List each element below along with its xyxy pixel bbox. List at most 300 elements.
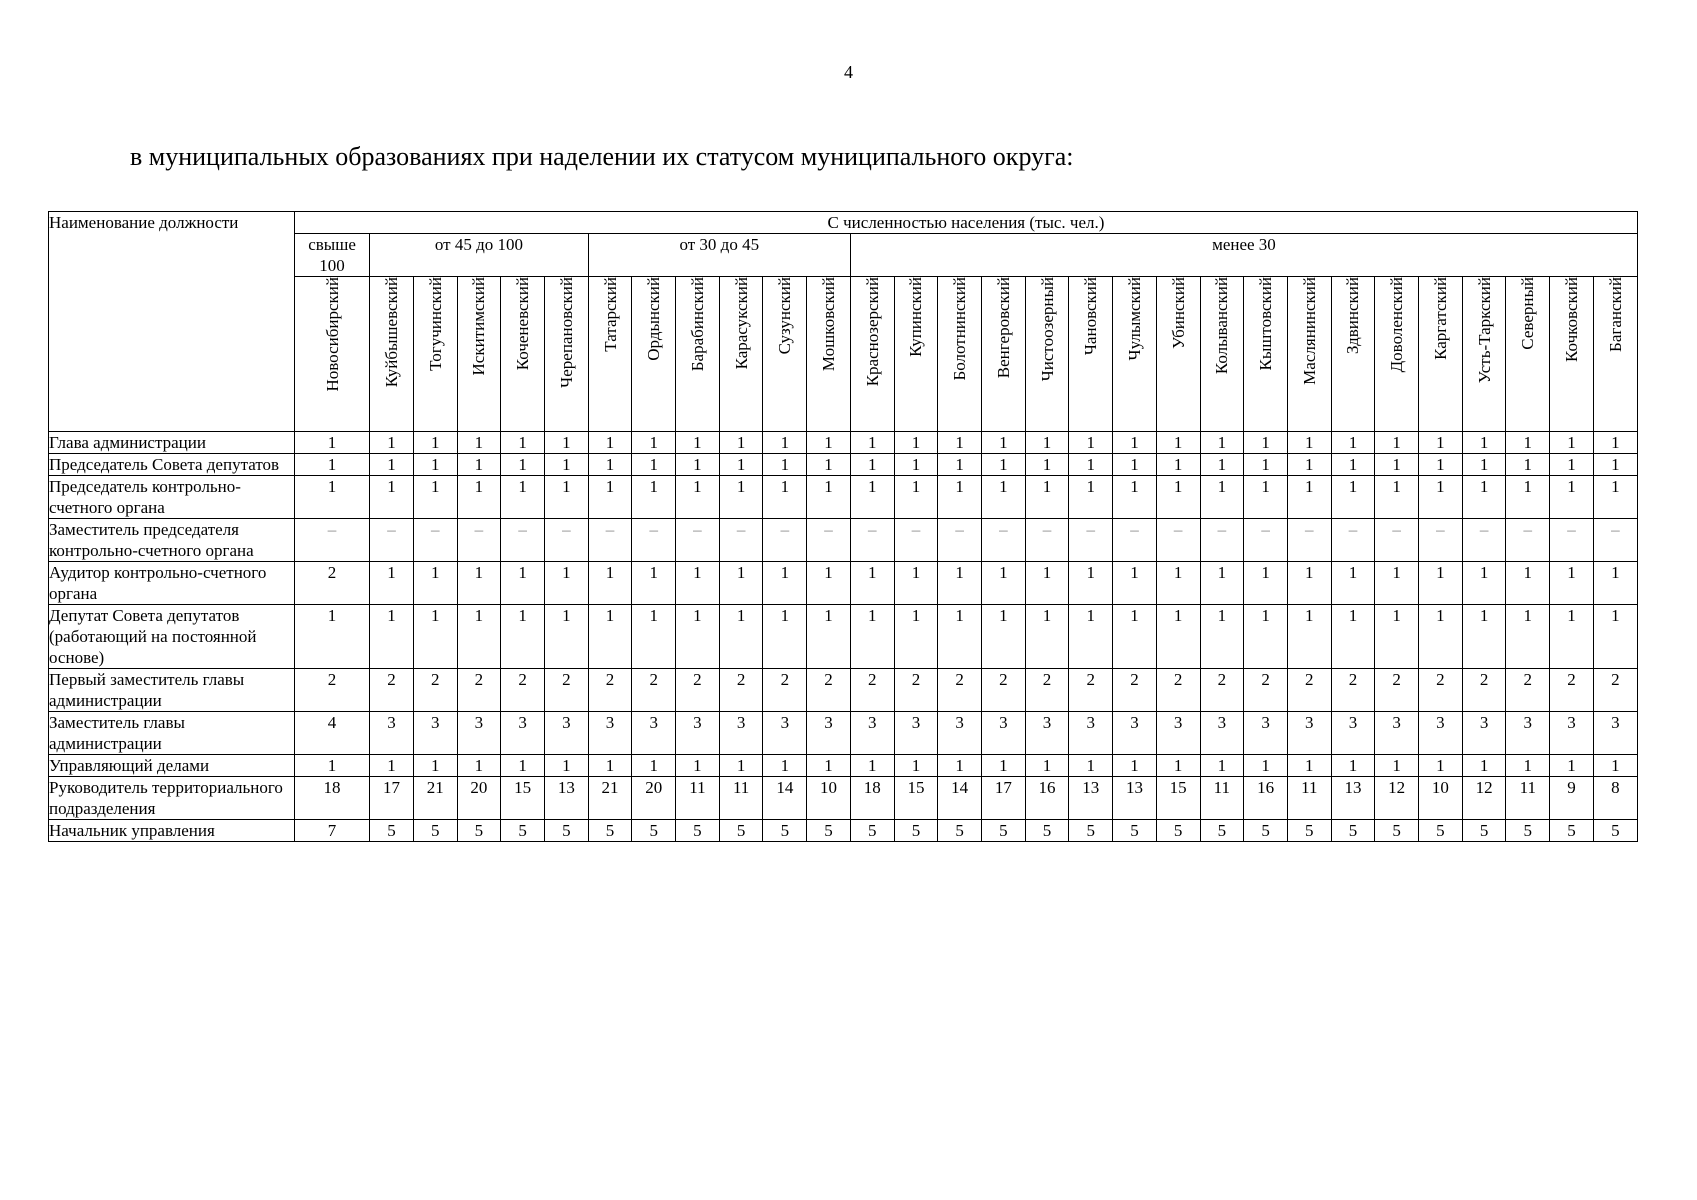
- district-name: Ордынский: [644, 277, 664, 361]
- staff-count: 1: [938, 605, 982, 669]
- staff-count: 1: [938, 562, 982, 605]
- staff-count: 3: [1419, 712, 1463, 755]
- staff-count: 1: [982, 605, 1026, 669]
- population-group: менее 30: [850, 234, 1637, 277]
- district-header: [676, 277, 720, 432]
- staff-count: 1: [763, 454, 807, 476]
- staff-count: 1: [1375, 432, 1419, 454]
- staff-count: 1: [763, 605, 807, 669]
- staff-count: 1: [1593, 476, 1637, 519]
- staff-count: 3: [501, 712, 545, 755]
- district-header: [982, 277, 1026, 432]
- staff-count: 3: [413, 712, 457, 755]
- staff-count: 5: [1287, 820, 1331, 842]
- district-header: [1287, 277, 1331, 432]
- staff-count: 1: [982, 562, 1026, 605]
- staff-count: 1: [370, 755, 414, 777]
- staff-count: 3: [1462, 712, 1506, 755]
- staff-count: 1: [1419, 476, 1463, 519]
- staff-count: 1: [850, 476, 894, 519]
- staff-count: 1: [501, 562, 545, 605]
- staff-count: 1: [1550, 755, 1594, 777]
- table-row: [49, 432, 1638, 454]
- staff-count: 1: [850, 562, 894, 605]
- population-group: от 45 до 100: [370, 234, 589, 277]
- staff-count: 1: [1069, 605, 1113, 669]
- staff-count: –: [1156, 519, 1200, 562]
- staff-count: 10: [1419, 777, 1463, 820]
- staff-count: –: [1331, 519, 1375, 562]
- staff-count: 1: [370, 454, 414, 476]
- staff-count: 2: [294, 562, 369, 605]
- district-header: [1156, 277, 1200, 432]
- staff-count: 5: [1200, 820, 1244, 842]
- district-name: Болотнинский: [950, 277, 970, 381]
- staff-count: 1: [544, 454, 588, 476]
- staff-count: 1: [1113, 454, 1157, 476]
- staff-count: 5: [1025, 820, 1069, 842]
- district-header: [938, 277, 982, 432]
- staff-count: 1: [588, 432, 632, 454]
- staff-count: 1: [1069, 476, 1113, 519]
- staff-count: 15: [894, 777, 938, 820]
- staff-count: 1: [457, 755, 501, 777]
- staff-count: 1: [1419, 432, 1463, 454]
- staff-count: 1: [982, 432, 1026, 454]
- staff-count: 1: [294, 605, 369, 669]
- staff-count: 1: [1462, 432, 1506, 454]
- staff-count: 2: [1419, 669, 1463, 712]
- staff-count: 3: [938, 712, 982, 755]
- staff-count: 1: [1593, 605, 1637, 669]
- staff-count: 4: [294, 712, 369, 755]
- staff-count: 1: [807, 755, 851, 777]
- staff-count: 1: [1156, 432, 1200, 454]
- staff-count: 11: [676, 777, 720, 820]
- staff-count: –: [544, 519, 588, 562]
- staff-count: 1: [1506, 432, 1550, 454]
- staff-count: 13: [1331, 777, 1375, 820]
- staff-count: –: [457, 519, 501, 562]
- staff-count: 5: [370, 820, 414, 842]
- district-header: [807, 277, 851, 432]
- staff-count: 2: [1550, 669, 1594, 712]
- staff-count: 2: [982, 669, 1026, 712]
- staff-count: 10: [807, 777, 851, 820]
- staff-count: 1: [1113, 755, 1157, 777]
- staff-count: 3: [719, 712, 763, 755]
- staff-count: –: [894, 519, 938, 562]
- staff-count: 2: [1506, 669, 1550, 712]
- staff-count: –: [1462, 519, 1506, 562]
- district-name: Доволенский: [1387, 277, 1407, 373]
- staff-count: 2: [413, 669, 457, 712]
- staff-count: 2: [1156, 669, 1200, 712]
- staff-count: 1: [588, 454, 632, 476]
- position-name: Председатель Совета депутатов: [49, 454, 295, 476]
- district-name: Черепановский: [556, 277, 576, 388]
- staff-count: 16: [1244, 777, 1288, 820]
- staff-count: 1: [1113, 562, 1157, 605]
- staff-count: 11: [1506, 777, 1550, 820]
- staff-count: 1: [894, 562, 938, 605]
- staff-count: 1: [457, 432, 501, 454]
- header-row-population: [49, 212, 1638, 234]
- staff-count: 1: [1462, 454, 1506, 476]
- staff-count: 9: [1550, 777, 1594, 820]
- staff-count: 1: [1550, 605, 1594, 669]
- district-header: [850, 277, 894, 432]
- district-name: Куйбышевский: [382, 277, 401, 388]
- staff-count: 1: [1200, 605, 1244, 669]
- staff-count: 1: [544, 432, 588, 454]
- staff-count: 5: [544, 820, 588, 842]
- staff-count: –: [501, 519, 545, 562]
- staff-count: 1: [1069, 432, 1113, 454]
- district-name: Усть-Таркский: [1474, 277, 1494, 384]
- staff-count: 2: [1331, 669, 1375, 712]
- staff-count: 20: [457, 777, 501, 820]
- staff-count: 7: [294, 820, 369, 842]
- staff-count: 1: [1244, 755, 1288, 777]
- position-name: Аудитор контрольно-счетного органа: [49, 562, 295, 605]
- staff-count: 1: [544, 755, 588, 777]
- staff-count: 1: [1331, 454, 1375, 476]
- district-name: Коченевский: [513, 277, 533, 371]
- staff-count: 1: [719, 605, 763, 669]
- staff-count: 1: [1287, 605, 1331, 669]
- staff-count: 17: [982, 777, 1026, 820]
- staff-count: 15: [1156, 777, 1200, 820]
- staff-count: 1: [1025, 432, 1069, 454]
- staff-count: 11: [719, 777, 763, 820]
- staff-count: 1: [632, 454, 676, 476]
- staff-count: 2: [632, 669, 676, 712]
- staff-count: 1: [807, 562, 851, 605]
- staff-count: 1: [1156, 562, 1200, 605]
- staff-count: 1: [413, 476, 457, 519]
- staff-count: –: [294, 519, 369, 562]
- population-group: свыше 100: [294, 234, 369, 277]
- staff-count: 1: [1375, 605, 1419, 669]
- staff-count: 18: [294, 777, 369, 820]
- staff-count: 1: [1462, 605, 1506, 669]
- table-row: [49, 519, 1638, 562]
- page-number: 4: [844, 62, 853, 82]
- staff-count: 15: [501, 777, 545, 820]
- staff-count: –: [719, 519, 763, 562]
- staff-count: 16: [1025, 777, 1069, 820]
- staff-count: 2: [1287, 669, 1331, 712]
- staff-count: –: [1375, 519, 1419, 562]
- staff-count: 5: [938, 820, 982, 842]
- staff-count: 1: [1419, 454, 1463, 476]
- staff-count: –: [938, 519, 982, 562]
- staff-count: 20: [632, 777, 676, 820]
- staff-count: 1: [1025, 605, 1069, 669]
- staff-count: 1: [719, 454, 763, 476]
- staff-count: 3: [1331, 712, 1375, 755]
- district-header: [501, 277, 545, 432]
- staff-count: 1: [501, 476, 545, 519]
- staff-count: 1: [1375, 755, 1419, 777]
- staff-count: 3: [588, 712, 632, 755]
- staff-count: –: [1419, 519, 1463, 562]
- population-header: С численностью населения (тыс. чел.): [294, 212, 1637, 234]
- staff-count: 3: [676, 712, 720, 755]
- staff-count: 1: [1462, 476, 1506, 519]
- staff-count: 1: [894, 476, 938, 519]
- staff-count: 13: [544, 777, 588, 820]
- staff-count: 12: [1462, 777, 1506, 820]
- staff-count: 21: [588, 777, 632, 820]
- staff-count: –: [1550, 519, 1594, 562]
- staff-count: 1: [807, 605, 851, 669]
- staff-count: –: [982, 519, 1026, 562]
- staff-count: 1: [938, 454, 982, 476]
- district-name: Кочковский: [1561, 277, 1581, 362]
- staff-count: 1: [413, 755, 457, 777]
- staff-count: 1: [501, 755, 545, 777]
- staff-count: 1: [676, 755, 720, 777]
- staff-count: 1: [413, 432, 457, 454]
- staff-count: –: [588, 519, 632, 562]
- staff-count: 1: [1244, 562, 1288, 605]
- staff-count: 1: [1200, 562, 1244, 605]
- staff-count: 2: [763, 669, 807, 712]
- staff-count: 5: [1156, 820, 1200, 842]
- staff-count: 1: [1506, 605, 1550, 669]
- district-header: [1375, 277, 1419, 432]
- staff-count: 3: [370, 712, 414, 755]
- table-row: [49, 476, 1638, 519]
- table-row: [49, 755, 1638, 777]
- staff-count: 1: [719, 755, 763, 777]
- staff-count: 1: [1375, 454, 1419, 476]
- district-name: Баганский: [1605, 277, 1625, 352]
- staff-count: 1: [632, 562, 676, 605]
- staff-count: 2: [588, 669, 632, 712]
- staff-count: 5: [1462, 820, 1506, 842]
- staff-count: 11: [1287, 777, 1331, 820]
- staff-count: –: [676, 519, 720, 562]
- staff-count: 1: [1331, 432, 1375, 454]
- staff-count: 1: [1287, 454, 1331, 476]
- position-name: Председатель контрольно-счетного органа: [49, 476, 295, 519]
- staff-count: 2: [1244, 669, 1288, 712]
- staff-count: 1: [1287, 432, 1331, 454]
- staff-count: 1: [763, 432, 807, 454]
- staff-count: 1: [763, 755, 807, 777]
- district-name: Татарский: [600, 277, 620, 352]
- staff-count: 1: [1550, 454, 1594, 476]
- staff-count: –: [413, 519, 457, 562]
- district-name: Северный: [1518, 277, 1538, 350]
- district-header: [588, 277, 632, 432]
- staff-count: 1: [1550, 476, 1594, 519]
- staff-count: 1: [632, 755, 676, 777]
- staff-count: 1: [1200, 755, 1244, 777]
- district-header: [1550, 277, 1594, 432]
- staff-count: 1: [938, 432, 982, 454]
- district-header: [632, 277, 676, 432]
- staff-count: 1: [457, 605, 501, 669]
- staff-count: 5: [1419, 820, 1463, 842]
- staff-count: –: [850, 519, 894, 562]
- staff-count: 2: [807, 669, 851, 712]
- staff-count: 2: [676, 669, 720, 712]
- staff-count: 1: [807, 454, 851, 476]
- district-name: Каргатский: [1430, 277, 1450, 360]
- staff-count: 13: [1069, 777, 1113, 820]
- staff-count: 2: [544, 669, 588, 712]
- district-header: [763, 277, 807, 432]
- staff-count: 3: [1025, 712, 1069, 755]
- staff-count: 1: [1156, 755, 1200, 777]
- staff-count: 1: [1069, 562, 1113, 605]
- staff-count: 1: [1375, 476, 1419, 519]
- staff-count: 1: [676, 605, 720, 669]
- staff-count: 1: [982, 476, 1026, 519]
- district-name: Краснозерский: [862, 277, 882, 387]
- staff-count: 1: [1156, 476, 1200, 519]
- staff-count: 17: [370, 777, 414, 820]
- district-name: Чулымский: [1124, 277, 1144, 361]
- position-header: Наименование должности: [49, 212, 295, 432]
- staff-count: 1: [719, 432, 763, 454]
- table-row: [49, 820, 1638, 842]
- staff-count: 3: [1506, 712, 1550, 755]
- staff-count: 1: [676, 476, 720, 519]
- staff-count: 21: [413, 777, 457, 820]
- district-name: Колыванский: [1212, 277, 1232, 375]
- position-name: Депутат Совета депутатов (работающий на постоянной основе): [49, 605, 295, 669]
- staff-count: 3: [763, 712, 807, 755]
- staff-count: 5: [763, 820, 807, 842]
- staff-count: 1: [588, 476, 632, 519]
- staff-count: 5: [719, 820, 763, 842]
- staff-count: 1: [1331, 755, 1375, 777]
- staff-count: 14: [763, 777, 807, 820]
- staff-count: 3: [850, 712, 894, 755]
- staff-count: 2: [1462, 669, 1506, 712]
- staff-count: 2: [894, 669, 938, 712]
- staff-count: 1: [544, 562, 588, 605]
- staff-count: 2: [1593, 669, 1637, 712]
- staff-count: 1: [588, 755, 632, 777]
- district-name: Купинский: [906, 277, 926, 357]
- staff-count: 1: [632, 476, 676, 519]
- staff-count: 5: [501, 820, 545, 842]
- staff-count: 5: [807, 820, 851, 842]
- staff-count: 2: [1200, 669, 1244, 712]
- staff-count: 2: [457, 669, 501, 712]
- staff-count: 3: [632, 712, 676, 755]
- staff-count: –: [1244, 519, 1288, 562]
- staff-count: 1: [850, 755, 894, 777]
- staff-count: 1: [1244, 432, 1288, 454]
- staff-count: 1: [370, 562, 414, 605]
- staff-count: 1: [501, 432, 545, 454]
- staff-count: 1: [1593, 755, 1637, 777]
- staff-count: –: [1287, 519, 1331, 562]
- district-header: [1419, 277, 1463, 432]
- staff-count: 1: [1287, 562, 1331, 605]
- staff-count: 5: [588, 820, 632, 842]
- position-name: Заместитель председателя контрольно-счетного органа: [49, 519, 295, 562]
- district-name: Барабинский: [687, 277, 707, 372]
- staff-count: 1: [370, 605, 414, 669]
- staff-table: [48, 211, 1638, 842]
- staff-count: 3: [1069, 712, 1113, 755]
- staff-count: 18: [850, 777, 894, 820]
- staff-count: 1: [1200, 476, 1244, 519]
- staff-count: 1: [544, 605, 588, 669]
- staff-count: 5: [676, 820, 720, 842]
- district-name: Убинский: [1168, 277, 1188, 349]
- staff-count: 1: [370, 476, 414, 519]
- staff-count: 1: [1506, 454, 1550, 476]
- staff-count: 3: [544, 712, 588, 755]
- staff-count: 2: [370, 669, 414, 712]
- staff-count: 1: [1506, 476, 1550, 519]
- staff-count: 1: [1069, 454, 1113, 476]
- staff-count: –: [1069, 519, 1113, 562]
- staff-count: 1: [1331, 605, 1375, 669]
- staff-count: 1: [1593, 454, 1637, 476]
- staff-count: 3: [1550, 712, 1594, 755]
- staff-count: 1: [719, 562, 763, 605]
- staff-count: 1: [1375, 562, 1419, 605]
- staff-count: 1: [1069, 755, 1113, 777]
- staff-count: 1: [294, 454, 369, 476]
- staff-count: 11: [1200, 777, 1244, 820]
- staff-count: 1: [1113, 432, 1157, 454]
- staff-count: 1: [1506, 562, 1550, 605]
- staff-count: 1: [807, 432, 851, 454]
- district-name: Маслянинский: [1299, 277, 1319, 385]
- staff-count: 1: [676, 454, 720, 476]
- staff-count: 1: [1113, 605, 1157, 669]
- staff-count: 1: [413, 562, 457, 605]
- staff-count: 8: [1593, 777, 1637, 820]
- staff-count: 3: [894, 712, 938, 755]
- district-name: Искитимский: [469, 277, 489, 376]
- staff-count: 2: [294, 669, 369, 712]
- district-header: [413, 277, 457, 432]
- staff-count: 1: [894, 605, 938, 669]
- district-name: Чистоозерный: [1037, 277, 1057, 382]
- staff-count: 1: [588, 562, 632, 605]
- staff-count: 3: [807, 712, 851, 755]
- staff-count: 2: [1375, 669, 1419, 712]
- table-row: [49, 454, 1638, 476]
- district-header: [544, 277, 588, 432]
- staff-count: 1: [1025, 476, 1069, 519]
- staff-count: –: [1506, 519, 1550, 562]
- district-name: Кыштовский: [1256, 277, 1276, 371]
- staff-count: 5: [632, 820, 676, 842]
- district-header: [1200, 277, 1244, 432]
- district-header: [294, 277, 369, 432]
- staff-count: 2: [938, 669, 982, 712]
- staff-count: 1: [294, 755, 369, 777]
- staff-count: 1: [632, 432, 676, 454]
- staff-count: 1: [588, 605, 632, 669]
- staff-count: –: [1593, 519, 1637, 562]
- staff-count: 2: [850, 669, 894, 712]
- staff-count: 1: [1156, 454, 1200, 476]
